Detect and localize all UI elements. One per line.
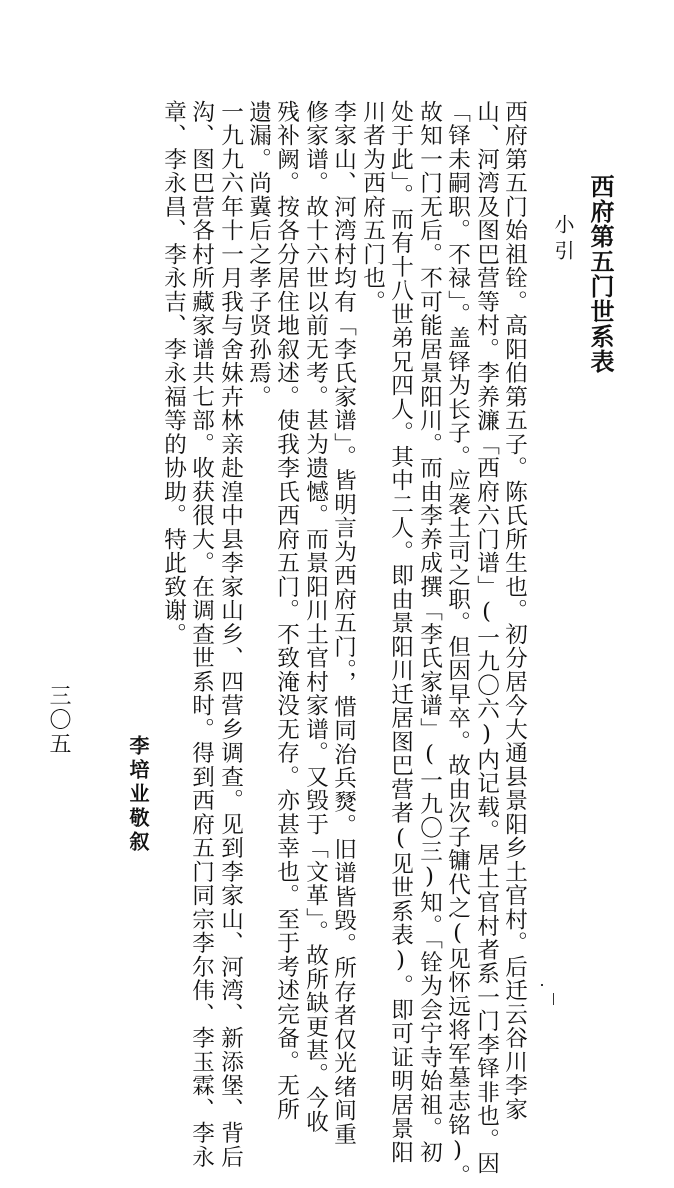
section-subtitle: 小引	[551, 214, 575, 266]
text-column-8: 修家谱。故十六世以前无考。甚为遗憾。而景阳川土官村家谱。又毁于「文革」。故所缺更甚。今收	[302, 100, 329, 1134]
text-column-9: 残补阙。按各分居住地叙述。使我李氏西府五门。不致淹没无存。亦甚幸也。至于考述完备。无所	[273, 100, 300, 1122]
text-column-3: 「铎未嗣职。不禄」。盖铎为长子。应袭土司之职。但因早卒。故由次子镛代之(见怀远将军墓志铭)。	[444, 100, 471, 1188]
author-signature: 李培业敬叙	[126, 735, 150, 855]
scan-edge-mark	[553, 993, 554, 1005]
page-title: 西府第五门世系表	[586, 174, 615, 374]
page-number: 三〇五	[46, 684, 71, 756]
text-column-1: 西府第五门始祖铨。高阳伯第五子。陈氏所生也。初分居今大通县景阳乡土官村。后迁云谷川李家	[501, 100, 528, 1122]
text-column-13: 章、李永昌、李永吉、李永福等的协助。特此致谢。	[160, 100, 187, 647]
text-column-12: 沟、图巴营各村所藏家谱共七部。收获很大。在调查世系时。得到西府五门同宗李尔伟、李玉霖、李永	[188, 100, 215, 1169]
text-column-4: 故知一门无后。不可能居景阳川。而由李养成撰「李氏家谱」(一九〇三)知。「铨为会宁寺始祖。初	[416, 100, 443, 1165]
scan-speck	[541, 984, 543, 986]
text-column-2: 山、河湾及图巴营等村。李养濂「西府六门谱」(一九〇六)内记载。居土官村者系一门李铎非也。因	[473, 100, 500, 1176]
text-column-7: 李家山、河湾村均有「李氏家谱」。皆明言为西府五门。，惜同治兵燹。旧谱皆毁。所存者仅光绪间重	[330, 100, 357, 1147]
text-column-10: 遗漏。尚冀后之孝子贤孙焉。	[245, 100, 272, 409]
text-column-11: 一九九六年十一月我与舍妹卉林亲赴湟中县李家山乡、四营乡调查。见到李家山、河湾、新添堡、背后	[217, 100, 244, 1169]
text-column-5: 处于此」。而有十八世弟兄四人。其中二人。即由景阳川迁居图巴营者(见世系表)。即可证明居景阳	[387, 100, 414, 1165]
text-column-6: 川者为西府五门也。	[359, 100, 386, 314]
